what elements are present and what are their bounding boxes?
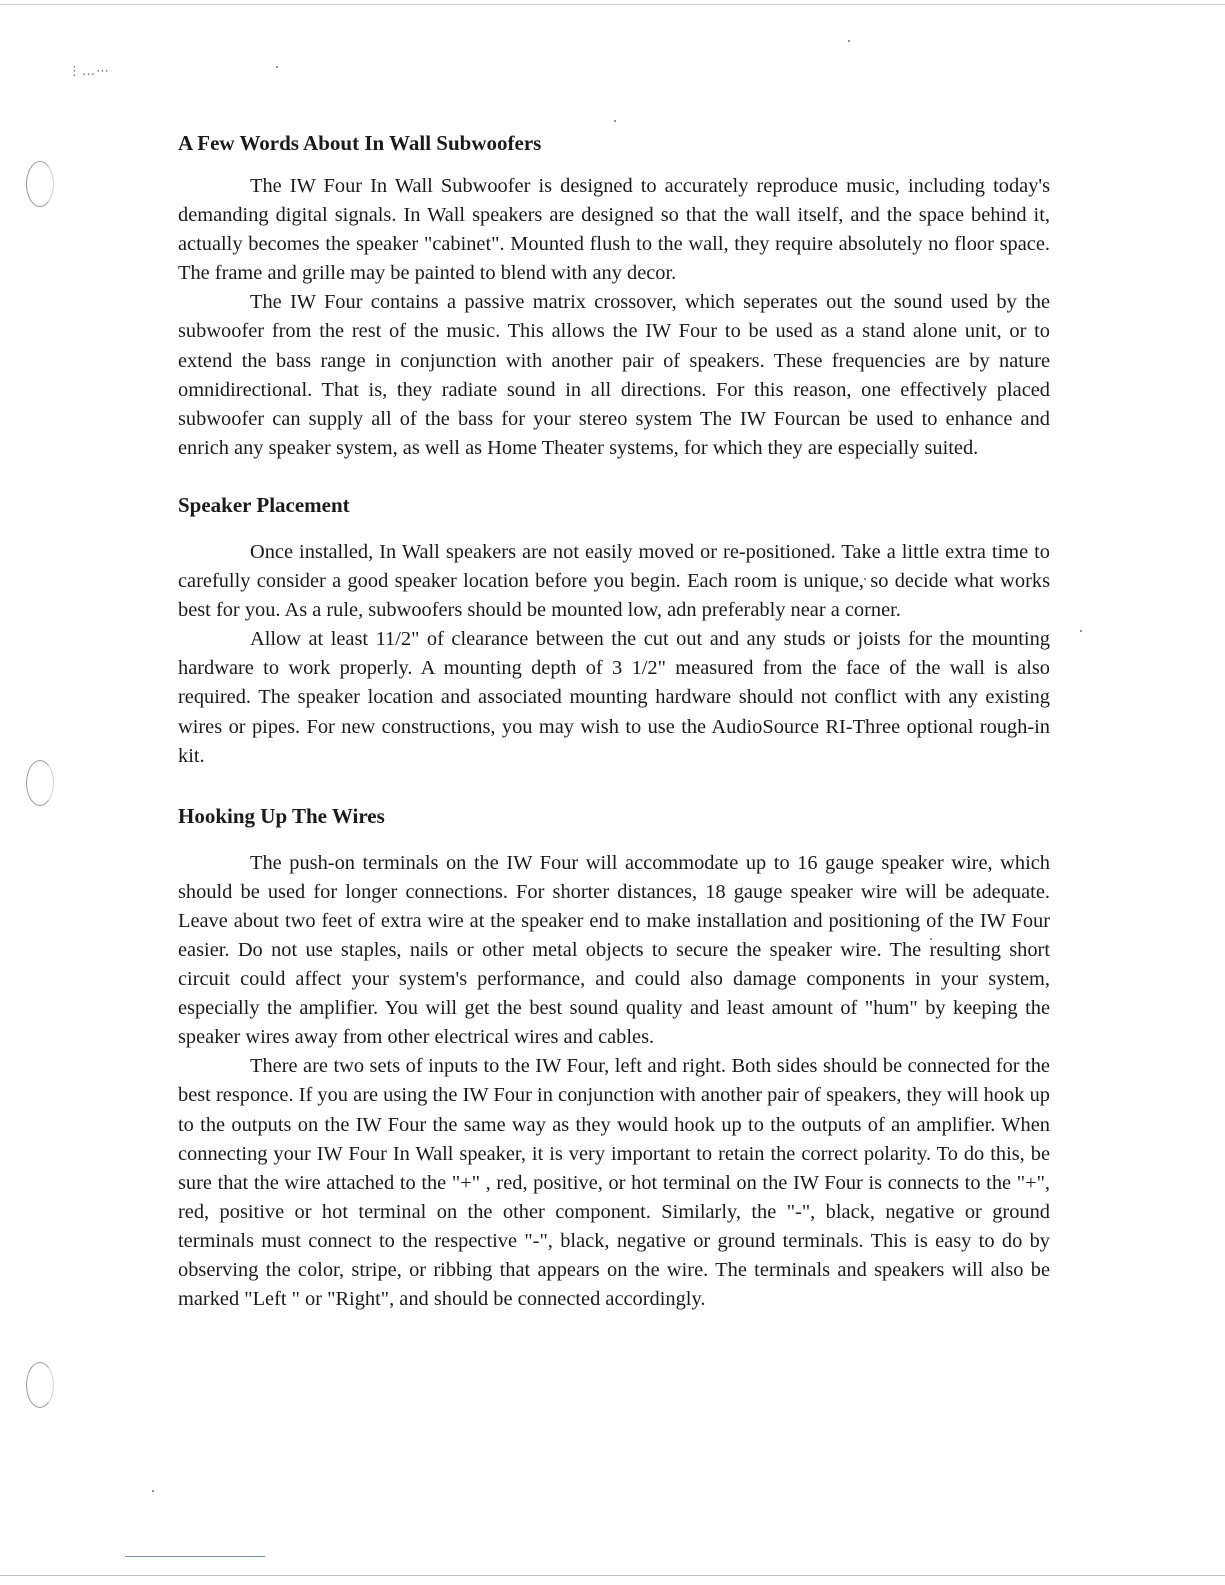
paragraph: There are two sets of inputs to the IW Four, left and right. Both sides should be connected for the best responce. If you are using the IW Four in conjunction with another pair of speakers, they will hook up to the outputs on the IW Four the same way as they would hook up to the outputs of an amplifier. When connecting your IW Four In Wall speaker, it is very important to retain the correct polarity. To do this, be sure that the wire attached to the "+" , red, positive, or hot terminal on the IW Four is connects to the "+", red, positive or hot terminal on the other component. Similarly, the "-", black, negative or ground terminals must connect to the respective "-", black, negative or ground terminals. This is easy to do by observing the color, stripe, or ribbing that appears on the wire. The terminals and speakers will also be marked "Left " or "Right", and should be connected accordingly. [178, 1055, 1050, 1311]
paragraph: The IW Four In Wall Subwoofer is designed to accurately reproduce music, including today's demanding digital signals. In Wall speakers are designed so that the wall itself, and the space behind it, actually becomes the speaker "cabinet". Mounted flush to the wall, they require absolutely no floor space. The frame and grille may be painted to blend with any decor. [178, 175, 1050, 285]
scan-speck [152, 1490, 154, 1492]
scan-speck [1080, 630, 1082, 632]
section-heading-hooking-up-wires: Hooking Up The Wires [178, 803, 385, 828]
paragraph: Once installed, In Wall speakers are not easily moved or re-positioned. Take a little extra time to carefully consider a good speaker location before you begin. Each room is unique, so decide what works best for you. As a rule, subwoofers should be mounted low, adn preferably near a corner. [178, 540, 1050, 622]
scan-speck [848, 40, 850, 42]
bottom-edge-line [0, 1575, 1225, 1576]
punch-hole-top [26, 161, 54, 207]
scan-smudge: ⋮…⋯ [68, 64, 110, 79]
bottom-scan-mark [125, 1556, 265, 1557]
scan-speck [614, 120, 616, 122]
scan-speck [276, 66, 278, 68]
section-heading-speaker-placement: Speaker Placement [178, 492, 350, 517]
top-edge-line [0, 4, 1225, 5]
punch-hole-bottom [26, 1362, 54, 1408]
punch-hole-middle [26, 760, 54, 806]
paragraph: The push-on terminals on the IW Four will accommodate up to 16 gauge speaker wire, which should be used for longer connections. For shorter distances, 18 gauge speaker wire will be adequate. Leave about two feet of extra wire at the speaker end to make installation and positioning of the IW Four easier. Do not use staples, nails or other metal objects to secure the speaker wire. The resulting short circuit could affect your system's performance, and could also damage components in your system, especially the amplifier. You will get the best sound quality and least amount of "hum" by keeping the speaker wires away from other electrical wires and cables. [178, 851, 1050, 1049]
section-heading-in-wall-subwoofers: A Few Words About In Wall Subwoofers [178, 131, 542, 155]
paragraph: The IW Four contains a passive matrix crossover, which seperates out the sound used by the subwoofer from the rest of the music. This allows the IW Four to be used as a stand alone unit, or to extend the bass range in conjunction with another pair of speakers. These frequencies are by nature omnidirectional. That is, they radiate sound in all directions. For this reason, one effectively placed subwoofer can supply all of the bass for your stereo system The IW Fourcan be used to enhance and enrich any speaker system, as well as Home Theater systems, for which they are especially suited. [178, 291, 1050, 459]
document-body [178, 128, 1050, 1314]
paragraph: Allow at least 11/2" of clearance between the cut out and any studs or joists for the mounting hardware to work properly. A mounting depth of 3 1/2" measured from the face of the wall is also required. The speaker location and associated mounting hardware should not conflict with any existing wires or pipes. For new constructions, you may wish to use the AudioSource RI-Three optional rough-in kit. [178, 628, 1050, 767]
